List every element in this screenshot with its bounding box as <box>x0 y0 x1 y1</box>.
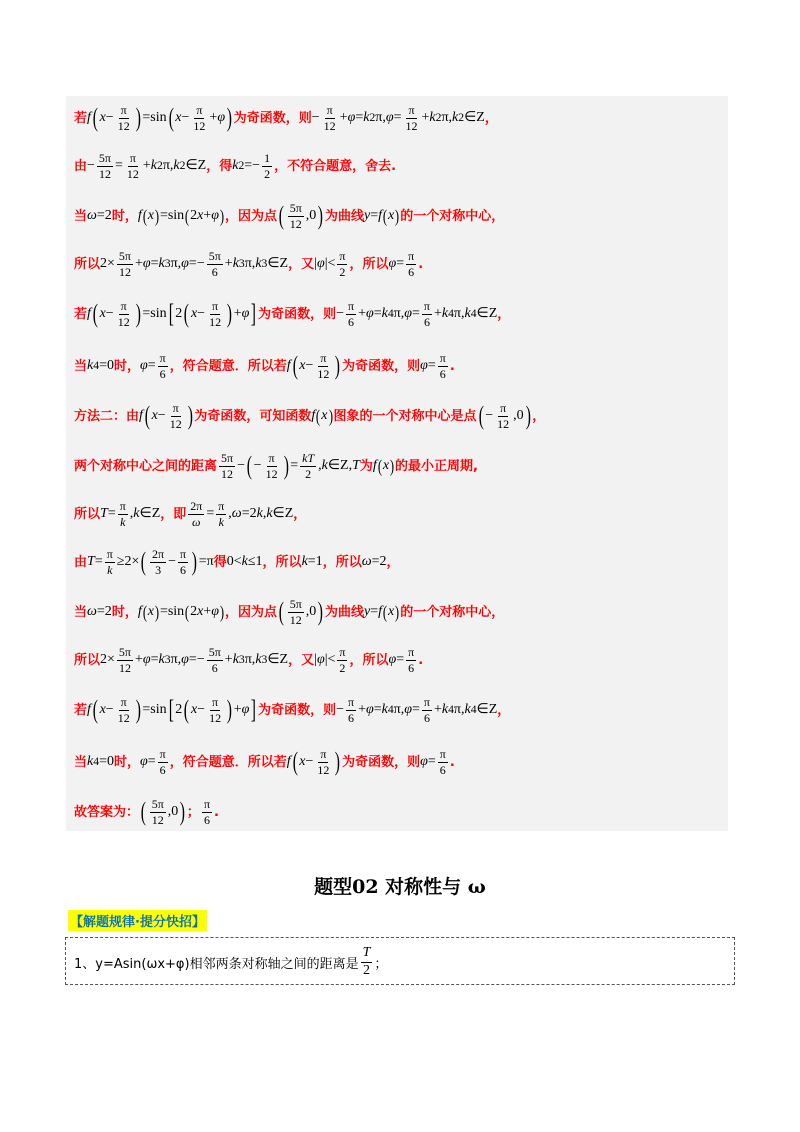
text-suoyi: 所以 <box>74 256 101 272</box>
text-method2-b: 为奇函数，可知函数 <box>194 408 312 424</box>
text-fuhe: ，符合题意．所以若 <box>169 754 287 770</box>
tips-tag: 【解题规律·提分快招】 <box>68 910 207 931</box>
formula: φ = $\frac{\pi}{6}$ <box>420 746 446 777</box>
formula: f ( x − $\frac{\pi}{12}$ ) =sin ( x − $\frac{\pi}{12}$ + φ ) <box>87 102 232 133</box>
text-comma: ， <box>497 702 511 718</box>
solution-line-13 <box>74 690 726 730</box>
solution-line-6 <box>74 346 726 386</box>
text-distance-b: 为 <box>359 458 373 474</box>
formula: T = $\frac{\pi}{k}$ , k ∈Z <box>100 498 161 529</box>
text-zhongxin: 的一个对称中心， <box>400 604 505 620</box>
formula: f ( x ) <box>372 456 395 476</box>
formula: φ = $\frac{\pi}{6}$ <box>139 746 166 777</box>
text-buhe: ，不符合题意，舍去. <box>274 158 397 174</box>
formula: 0< k ≤1 <box>226 554 263 569</box>
text-wei-qi: 为奇函数，则 <box>233 110 312 126</box>
formula: ω =2 <box>87 604 112 619</box>
formula: 2× $\frac{5\pi}{12}$ + φ = k 3 π, φ =− $\frac{5\pi}{6}$ + k 3 π, k 3 ∈Z <box>100 644 289 675</box>
tip-prefix: 1、y=Asin(ωx+φ)相邻两条对称轴之间的距离是 <box>74 956 359 972</box>
formula: − $\frac{5\pi}{12}$ = $\frac{\pi}{12}$ + k 2 π, k 2 ∈Z <box>87 150 207 181</box>
text-suoyi: 所以 <box>74 506 101 522</box>
formula: ( $\frac{5\pi}{12}$ ,0 ) <box>278 200 324 231</box>
formula: f ( x ) <box>311 406 333 426</box>
text-suoyi2: ，所以 <box>262 554 302 570</box>
text-yinwei: ，因为点 <box>225 208 278 224</box>
formula: $\frac{2\pi}{\omega}$ = $\frac{\pi}{k}$ , ω =2 k , k ∈Z <box>190 498 294 529</box>
solution-line-11 <box>74 592 726 632</box>
solution-line-15 <box>74 792 726 832</box>
tip-fraction <box>361 946 373 978</box>
formula: ( $\frac{5\pi}{12}$ ,0 ) <box>140 796 186 827</box>
text-dang: 当 <box>74 358 88 374</box>
text-comma: ， <box>293 506 307 522</box>
text-shi: 时， <box>113 754 140 770</box>
solution-line-4 <box>74 244 726 284</box>
formula: k 2 =− $\frac{1}{2}$ <box>232 150 271 181</box>
text-wei-qi: 为奇函数，则 <box>342 754 421 770</box>
formula: k 4 =0 <box>87 754 114 769</box>
formula: − $\frac{\pi}{6}$ + φ = k 4 π, φ = $\frac{\pi}{6}$ + k 4 π, k 4 ∈Z <box>336 298 498 329</box>
text-you: 由 <box>74 554 88 570</box>
formula: φ = $\frac{\pi}{6}$ <box>388 248 415 279</box>
text-you: 由 <box>74 158 88 174</box>
solution-line-12 <box>74 640 726 680</box>
formula: f ( x − $\frac{\pi}{12}$ ) <box>286 746 341 777</box>
text-dang: 当 <box>74 604 88 620</box>
solution-line-3 <box>74 196 726 236</box>
text-quxian: 为曲线 <box>324 208 364 224</box>
formula: − $\frac{\pi}{12}$ + φ = k 2 π, φ = $\frac{\pi}{12}$ + k 2 π, k 2 ∈Z <box>311 102 485 133</box>
text-ji: ，即 <box>160 506 187 522</box>
formula: f ( x − $\frac{\pi}{12}$ ) =sin [ 2 ( x − $\frac{\pi}{12}$ ) + φ ] <box>87 694 257 725</box>
text-comma: ， <box>532 408 546 424</box>
text-period: . <box>418 256 424 272</box>
text-dang: 当 <box>74 208 88 224</box>
formula: 2× $\frac{5\pi}{12}$ + φ = k 3 π, φ =− $\frac{5\pi}{6}$ + k 3 π, k 3 ∈Z <box>100 248 289 279</box>
text-wei-qi: 为奇函数，则 <box>258 306 337 322</box>
formula: $\frac{5\pi}{12}$ − ( − $\frac{\pi}{12}$ ) = $\frac{kT}{2}$ , k ∈Z, T <box>221 450 360 481</box>
formula: | φ |< $\frac{\pi}{2}$ <box>314 644 346 675</box>
formula: f ( x − $\frac{\pi}{12}$ ) =sin [ 2 ( x − $\frac{\pi}{12}$ ) + φ ] <box>87 298 257 329</box>
text-ruo: 若 <box>74 306 88 322</box>
text-suoyi-phi: ，所以 <box>349 652 389 668</box>
text-ruo: 若 <box>74 110 88 126</box>
section-heading: 题型02 对称性与 ω <box>314 876 486 898</box>
text-you-abs: ，又 <box>288 256 315 272</box>
formula: ω =2 <box>87 208 112 223</box>
text-dang: 当 <box>74 754 88 770</box>
text-period: . <box>418 652 424 668</box>
formula: k 4 =0 <box>87 358 114 373</box>
text-semicolon: ； <box>186 804 200 820</box>
text-you-abs: ，又 <box>288 652 315 668</box>
text-comma: ， <box>484 110 498 126</box>
formula: ω =2 <box>361 554 387 569</box>
text-quxian: 为曲线 <box>324 604 364 620</box>
solution-line-8 <box>74 446 726 486</box>
formula: φ = $\frac{\pi}{6}$ <box>388 644 415 675</box>
formula: f ( x ) =sin ( 2 x + φ ) <box>137 206 225 226</box>
text-de2: 得 <box>213 554 227 570</box>
formula: φ = $\frac{\pi}{6}$ <box>420 350 446 381</box>
text-comma: ， <box>386 554 400 570</box>
text-distance-c: 的最小正周期, <box>395 458 478 474</box>
tip-suffix: ； <box>374 956 388 972</box>
tip-frac-den: 2 <box>362 962 370 978</box>
formula: f ( x − $\frac{\pi}{12}$ ) <box>139 400 193 431</box>
text-zhongxin: 的一个对称中心， <box>400 208 505 224</box>
text-period: . <box>214 804 219 820</box>
text-period: . <box>449 358 455 374</box>
formula: φ = $\frac{\pi}{6}$ <box>139 350 166 381</box>
text-fuhe: ，符合题意．所以若 <box>169 358 287 374</box>
formula: f ( x − $\frac{\pi}{12}$ ) <box>286 350 341 381</box>
text-de: ，得 <box>206 158 233 174</box>
text-period: . <box>449 754 455 770</box>
tip-frac-num: T <box>361 946 373 963</box>
text-ruo: 若 <box>74 702 88 718</box>
formula: − $\frac{\pi}{6}$ + φ = k 4 π, φ = $\frac{\pi}{6}$ + k 4 π, k 4 ∈Z <box>336 694 498 725</box>
text-suoyi-phi: ，所以 <box>349 256 389 272</box>
tip-line-1 <box>74 944 387 980</box>
text-shi: 时， <box>113 358 140 374</box>
text-distance-a: 两个对称中心之间的距离 <box>74 458 218 474</box>
text-shi: 时， <box>111 208 138 224</box>
solution-line-10 <box>74 542 726 582</box>
formula: y = f ( x ) <box>363 206 400 226</box>
text-suoyi2: ，所以 <box>322 554 362 570</box>
formula: f ( x ) =sin ( 2 x + φ ) <box>137 602 225 622</box>
text-comma: ， <box>497 306 511 322</box>
text-yinwei: ，因为点 <box>225 604 278 620</box>
text-shi: 时， <box>111 604 138 620</box>
formula: ( − $\frac{\pi}{12}$ ,0 ) <box>478 400 531 431</box>
formula: k =1 <box>301 554 323 569</box>
text-method2-c: 图象的一个对称中心是点 <box>333 408 477 424</box>
text-wei-qi: 为奇函数，则 <box>342 358 421 374</box>
text-suoyi: 所以 <box>74 652 101 668</box>
solution-line-1 <box>74 98 726 138</box>
tips-box <box>65 937 735 985</box>
solution-line-2 <box>74 146 726 186</box>
solution-line-5 <box>74 294 726 334</box>
formula: y = f ( x ) <box>363 602 400 622</box>
solution-line-9 <box>74 494 726 534</box>
solution-line-14 <box>74 742 726 782</box>
formula: T = $\frac{\pi}{k}$ ≥2× ( $\frac{2\pi}{3}$ − $\frac{\pi}{6}$ ) =π <box>87 546 214 577</box>
formula: | φ |< $\frac{\pi}{2}$ <box>314 248 346 279</box>
formula: $\frac{\pi}{6}$ <box>203 796 210 827</box>
text-method2-a: 方法二：由 <box>74 408 140 424</box>
solution-line-7 <box>74 396 726 436</box>
formula: ( $\frac{5\pi}{12}$ ,0 ) <box>278 596 324 627</box>
text-wei-qi: 为奇函数，则 <box>258 702 337 718</box>
text-daan: 故答案为： <box>74 804 140 820</box>
